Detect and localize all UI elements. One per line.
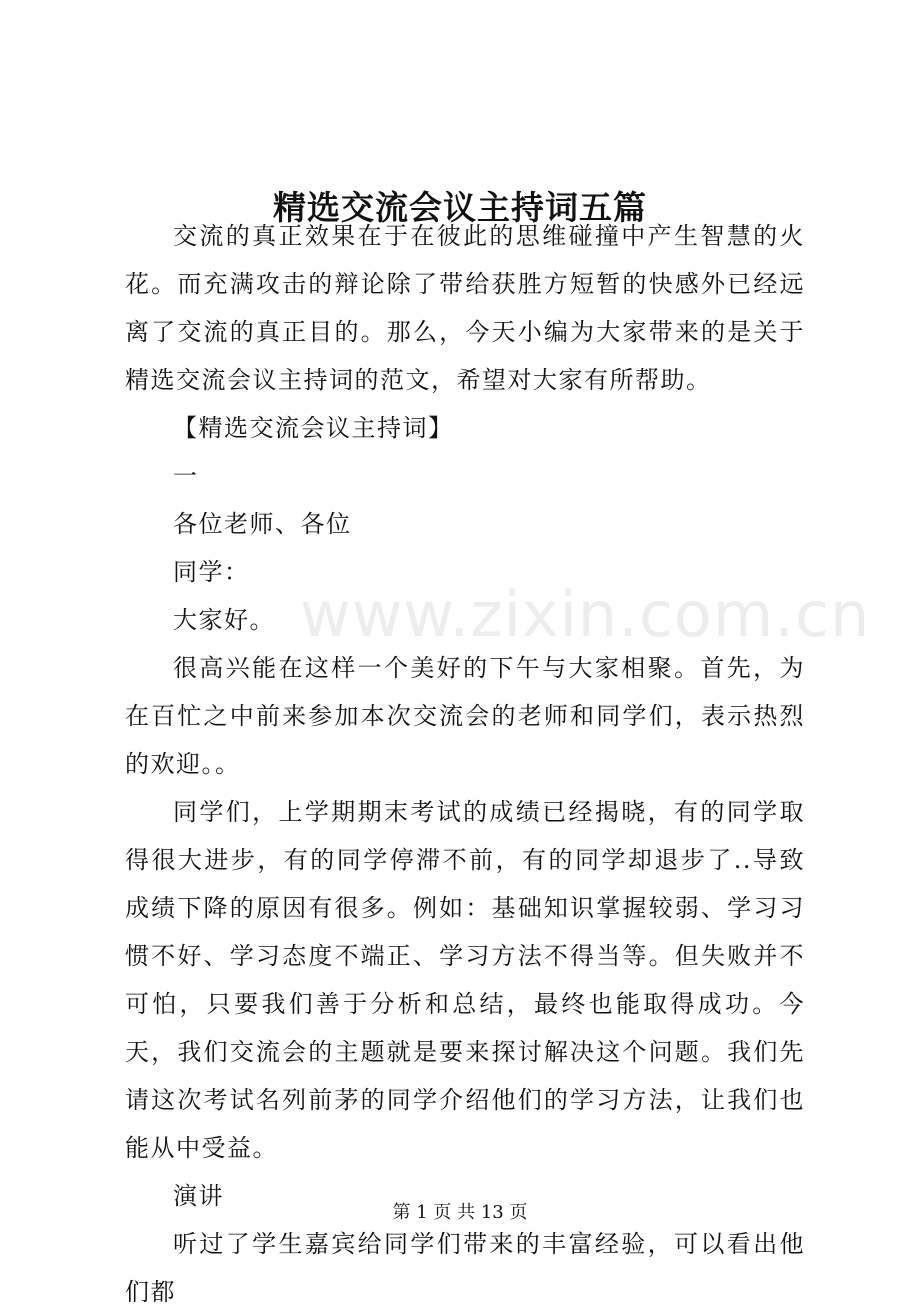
document-title: 精选交流会议主持词五篇 <box>273 188 647 228</box>
paragraph-section-number: 一 <box>173 462 199 490</box>
watermark: www.zixin.com.cn <box>300 578 871 651</box>
document-body <box>125 212 805 1316</box>
paragraph-welcome: 很高兴能在这样一个美好的下午与大家相聚。首先，为在百忙之中前来参加本次交流会的老师和同学们，表示热烈的欢迎。。 <box>125 654 805 778</box>
page-number-footer: 第 1 页 共 13 页 <box>392 1202 528 1223</box>
paragraph-hello: 大家好。 <box>173 606 275 634</box>
paragraph-greeting-teachers: 各位老师、各位 <box>173 510 352 538</box>
paragraph-exam-results: 同学们，上学期期末考试的成绩已经揭晓，有的同学取得很大进步，有的同学停滞不前，有的同学却退步了..导致成绩下降的原因有很多。例如：基础知识掌握较弱、学习习惯不好、学习态度不端正、学习方法不得当等。但失败并不可怕，只要我们善于分析和总结，最终也能取得成功。今天，我们交流会的主题就是要来探讨解决这个问题。我们先请这次考试名列前茅的同学介绍他们的学习方法，让我们也能从中受益。 <box>125 798 805 1162</box>
paragraph-greeting-students: 同学： <box>173 558 250 586</box>
paragraph-speech: 演讲 <box>173 1182 224 1210</box>
paragraph-section-heading: 【精选交流会议主持词】 <box>173 414 454 442</box>
paragraph-after-speech: 听过了学生嘉宾给同学们带来的丰富经验，可以看出他们都 <box>125 1230 805 1306</box>
paragraph-intro: 交流的真正效果在于在彼此的思维碰撞中产生智慧的火花。而充满攻击的辩论除了带给获胜方短暂的快感外已经远离了交流的真正目的。那么，今天小编为大家带来的是关于精选交流会议主持词的范文，希望对大家有所帮助。 <box>125 222 805 394</box>
